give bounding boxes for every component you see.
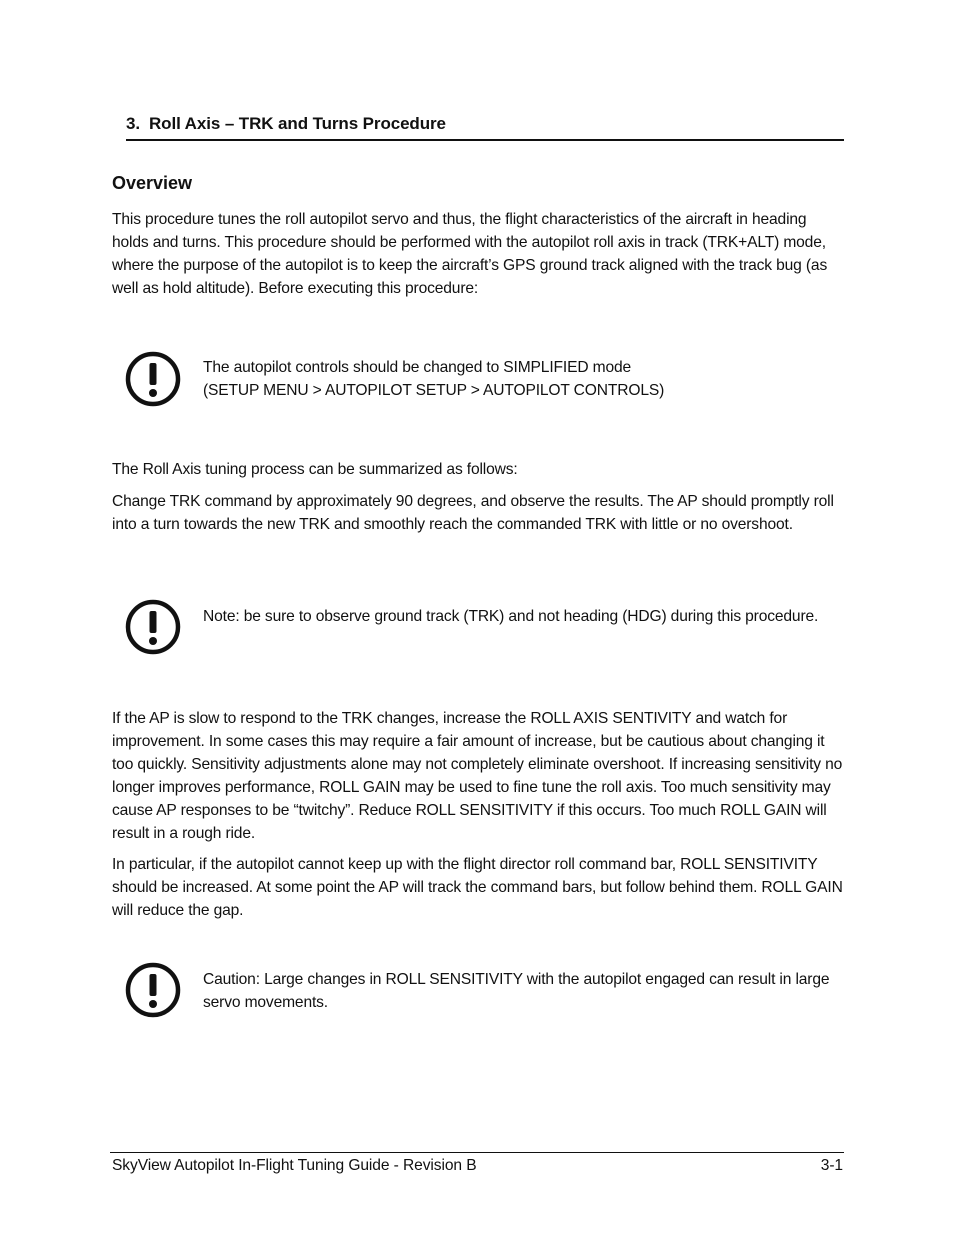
footer-divider bbox=[110, 1152, 844, 1153]
note-caution bbox=[125, 962, 845, 1022]
note-ground-track bbox=[125, 599, 845, 659]
sensitivity-paragraph: If the AP is slow to respond to the TRK changes, increase the ROLL AXIS SENTIVITY and watch for improvement. In some cases this may require a fair amount of increase, but be cautious about changing it too quickly. Sensitivity adjustments alone may not completely eliminate overshoot. If increasing sensitivity no longer improves performance, ROLL GAIN may be used to fine tune the roll axis. Too much sensitivity may cause AP responses to be “twitchy”. Reduce ROLL SENSITIVITY if this occurs. Too much ROLL GAIN will result in a rough ride. bbox=[112, 710, 843, 842]
overview-heading: Overview bbox=[112, 173, 193, 193]
summary-intro: The Roll Axis tuning process can be summarized as follows: bbox=[112, 461, 518, 478]
section-heading bbox=[126, 114, 844, 141]
section-title: Roll Axis – TRK and Turns Procedure bbox=[148, 114, 446, 133]
footer-title: SkyView Autopilot In-Flight Tuning Guide - Revision B bbox=[112, 1157, 477, 1174]
note-simplified-mode bbox=[125, 351, 845, 411]
trk-step-paragraph: Change TRK command by approximately 90 degrees, and observe the results. The AP should promptly roll into a turn towards the new TRK and smoothly reach the commanded TRK with little or no overshoot. bbox=[112, 493, 834, 533]
page-number: 3-1 bbox=[820, 1157, 843, 1174]
exclamation-circle-icon bbox=[125, 599, 183, 657]
exclamation-circle-icon bbox=[125, 351, 183, 409]
note-text: Caution: Large changes in ROLL SENSITIVITY with the autopilot engaged can result in large servo movements. bbox=[203, 971, 830, 1011]
flight-director-paragraph: In particular, if the autopilot cannot keep up with the flight director roll command bar, ROLL SENSITIVITY should be increased. At some point the AP will track the command bars, but follow behind them. ROLL GAIN will reduce the gap. bbox=[112, 856, 843, 919]
note-text-line-2: (SETUP MENU > AUTOPILOT SETUP > AUTOPILOT CONTROLS) bbox=[203, 382, 665, 399]
overview-paragraph: This procedure tunes the roll autopilot servo and thus, the flight characteristics of the aircraft in heading holds and turns. This procedure should be performed with the autopilot roll axis in track (TRK+ALT) mode, where the purpose of the autopilot is to keep the aircraft’s GPS ground track aligned with the track bug (as well as hold altitude). Before executing this procedure: bbox=[112, 211, 828, 297]
section-number: 3. bbox=[126, 114, 140, 133]
exclamation-circle-icon bbox=[125, 962, 183, 1020]
note-text-line-1: The autopilot controls should be changed to SIMPLIFIED mode bbox=[203, 359, 632, 376]
note-text: Note: be sure to observe ground track (TRK) and not heading (HDG) during this procedure. bbox=[203, 608, 819, 625]
